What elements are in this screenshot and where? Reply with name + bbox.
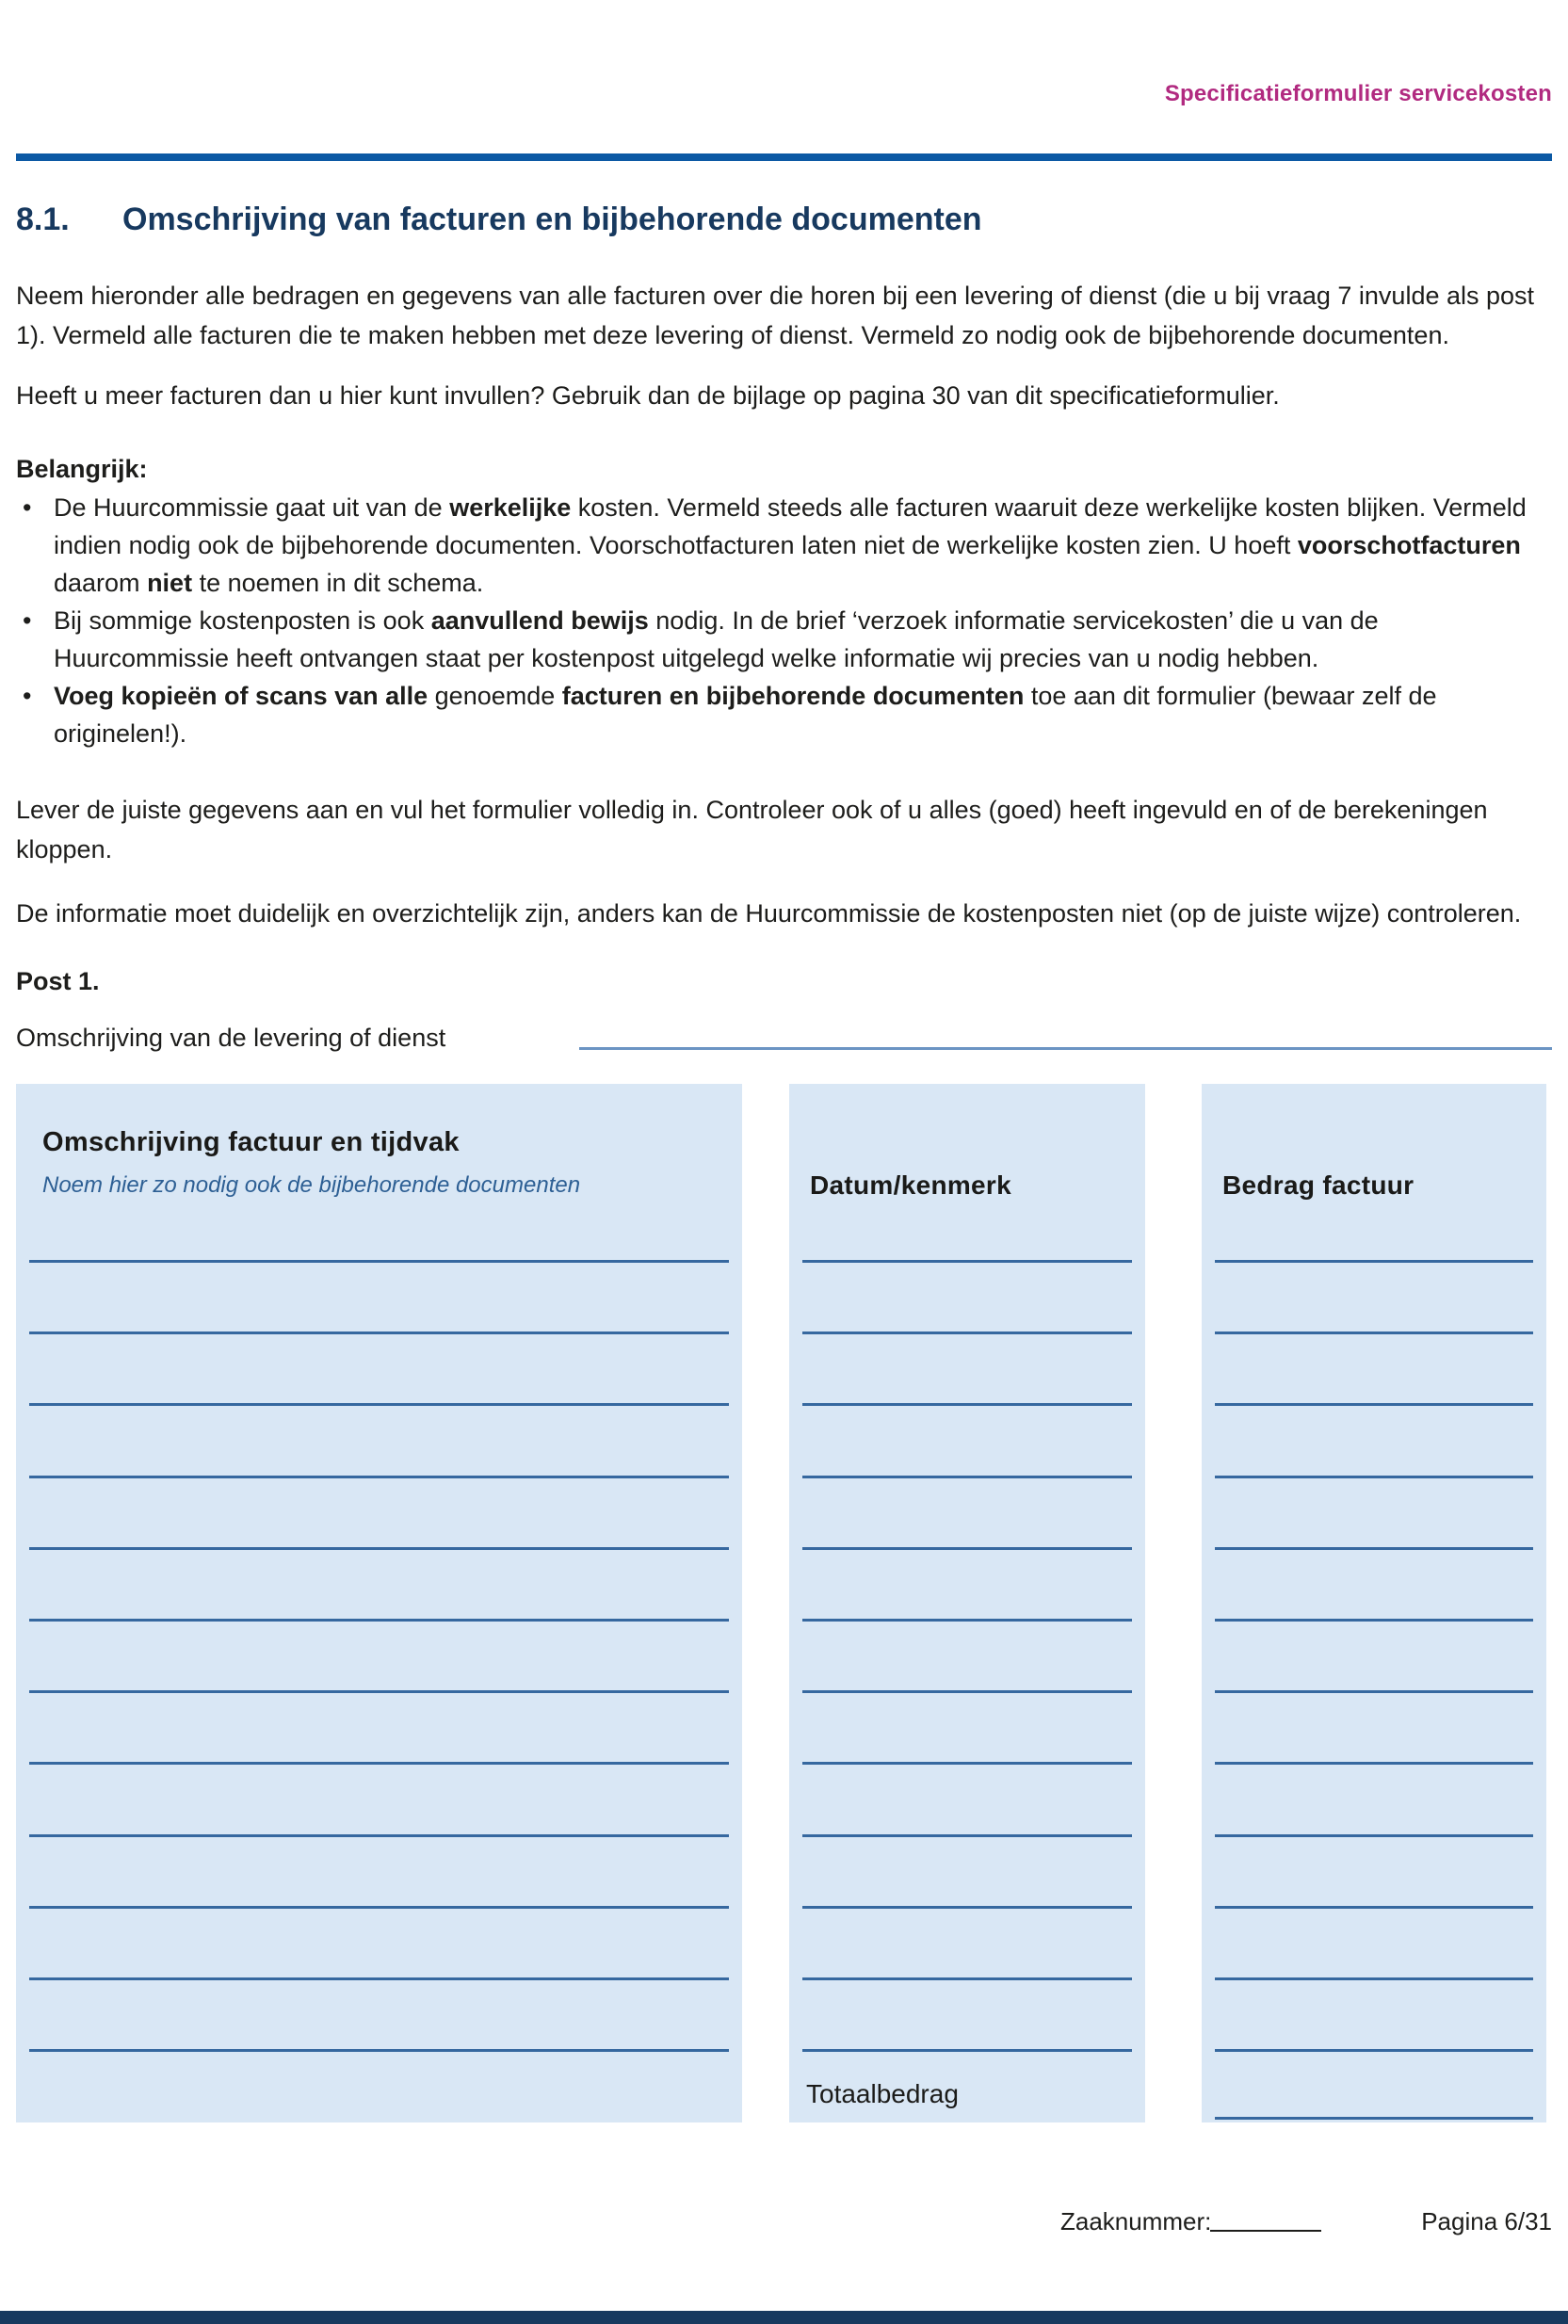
total-amount-label: Totaalbedrag xyxy=(806,2079,959,2108)
column-title-bedrag: Bedrag factuur xyxy=(1222,1170,1414,1200)
closing-paragraph-1: Lever de juiste gegevens aan en vul het formulier volledig in. Controleer ook of u alles (goed) heeft ingevuld en of de berekeningen kloppen. xyxy=(16,796,1488,863)
writein-line[interactable] xyxy=(1215,1476,1533,1478)
writein-line[interactable] xyxy=(802,2049,1132,2052)
section-heading xyxy=(16,201,1552,238)
writein-line[interactable] xyxy=(1215,1331,1533,1334)
writein-line[interactable] xyxy=(1215,1260,1533,1263)
important-label: Belangrijk: xyxy=(16,455,148,483)
writein-line[interactable] xyxy=(29,1331,729,1334)
writein-line[interactable] xyxy=(802,1260,1132,1263)
writein-line[interactable] xyxy=(29,1476,729,1478)
important-item-1: • De Huurcommissie gaat uit van de werkelijke kosten. Vermeld steeds alle facturen waaruit deze werkelijke kosten blijken. Vermeld indien nodig ook de bijbehorende documenten. Voorschotfacturen laten niet de werkelijke kosten zien. U hoeft voorschotfacturen daarom niet te noemen in dit schema. xyxy=(16,489,1552,602)
writein-line[interactable] xyxy=(1215,1762,1533,1765)
writein-line[interactable] xyxy=(1215,1403,1533,1406)
writein-line[interactable] xyxy=(802,1476,1132,1478)
writein-line[interactable] xyxy=(29,1547,729,1550)
writein-line[interactable] xyxy=(29,2049,729,2052)
invoice-table xyxy=(16,1084,1552,2122)
writein-line[interactable] xyxy=(1215,1690,1533,1693)
closing-paragraph-2: De informatie moet duidelijk en overzichtelijk zijn, anders kan de Huurcommissie de kostenposten niet (op de juiste wijze) controleren. xyxy=(16,899,1522,928)
important-item-2: • Bij sommige kostenposten is ook aanvullend bewijs nodig. In de brief ‘verzoek informatie servicekosten’ die u van de Huurcommissie heeft ontvangen staat per kostenpost uitgelegd welke informatie wij precies van u nodig hebben. xyxy=(16,602,1552,677)
intro-paragraph-2: Heeft u meer facturen dan u hier kunt invullen? Gebruik dan de bijlage op pagina 30 van dit specificatieformulier. xyxy=(16,381,1280,410)
writein-line[interactable] xyxy=(29,1619,729,1622)
description-writein-line[interactable] xyxy=(579,1047,1552,1050)
document-header xyxy=(16,0,1552,109)
writein-line[interactable] xyxy=(29,1762,729,1765)
writein-line[interactable] xyxy=(802,1834,1132,1837)
writein-line[interactable] xyxy=(802,1547,1132,1550)
writein-line[interactable] xyxy=(802,1619,1132,1622)
column-title-omschrijving: Omschrijving factuur en tijdvak xyxy=(42,1127,460,1157)
footer-bar xyxy=(0,2311,1568,2324)
writein-line[interactable] xyxy=(29,1906,729,1909)
description-row xyxy=(16,1018,1552,1057)
writein-line[interactable] xyxy=(1215,2049,1533,2052)
writein-line[interactable] xyxy=(1215,1977,1533,1980)
post-label: Post 1. xyxy=(16,967,100,995)
case-number-label: Zaaknummer: xyxy=(1060,2207,1212,2235)
case-number-writein-line[interactable] xyxy=(1210,2230,1321,2232)
writein-line[interactable] xyxy=(1215,1906,1533,1909)
writein-line[interactable] xyxy=(29,1403,729,1406)
important-list xyxy=(16,489,1552,752)
column-datum xyxy=(789,1084,1145,2122)
writein-line[interactable] xyxy=(29,1834,729,1837)
writein-line[interactable] xyxy=(29,1977,729,1980)
writein-line[interactable] xyxy=(802,1690,1132,1693)
writein-line[interactable] xyxy=(29,1690,729,1693)
writein-line[interactable] xyxy=(802,1906,1132,1909)
writein-line[interactable] xyxy=(802,1762,1132,1765)
section-number: 8.1. xyxy=(16,202,70,237)
section-title: Omschrijving van facturen en bijbehorende documenten xyxy=(122,202,982,237)
intro-paragraph-1: Neem hieronder alle bedragen en gegevens van alle facturen over die horen bij een levering of dienst (die u bij vraag 7 invulde als post 1). Vermeld alle facturen die te maken hebben met deze levering of dienst. Vermeld zo nodig ook de bijbehorende documenten. xyxy=(16,282,1535,349)
description-label: Omschrijving van de levering of dienst xyxy=(16,1024,446,1052)
header-rule xyxy=(16,153,1552,161)
form-title: Specificatieformulier servicekosten xyxy=(1164,81,1552,106)
writein-line[interactable] xyxy=(29,1260,729,1263)
page-number: Pagina 6/31 xyxy=(1421,2207,1552,2235)
important-item-3: • Voeg kopieën of scans van alle genoemde facturen en bijbehorende documenten toe aan dit formulier (bewaar zelf de originelen!). xyxy=(16,677,1552,752)
writein-line[interactable] xyxy=(1215,1619,1533,1622)
total-writein-line[interactable] xyxy=(1215,2117,1533,2120)
column-bedrag xyxy=(1202,1084,1546,2122)
writein-line[interactable] xyxy=(1215,1834,1533,1837)
page-footer xyxy=(16,2207,1552,2239)
writein-line[interactable] xyxy=(802,1331,1132,1334)
column-title-datum: Datum/kenmerk xyxy=(810,1170,1011,1200)
column-subtitle: Noem hier zo nodig ook de bijbehorende documenten xyxy=(42,1172,581,1198)
writein-line[interactable] xyxy=(802,1403,1132,1406)
column-omschrijving xyxy=(16,1084,742,2122)
writein-line[interactable] xyxy=(802,1977,1132,1980)
writein-line[interactable] xyxy=(1215,1547,1533,1550)
